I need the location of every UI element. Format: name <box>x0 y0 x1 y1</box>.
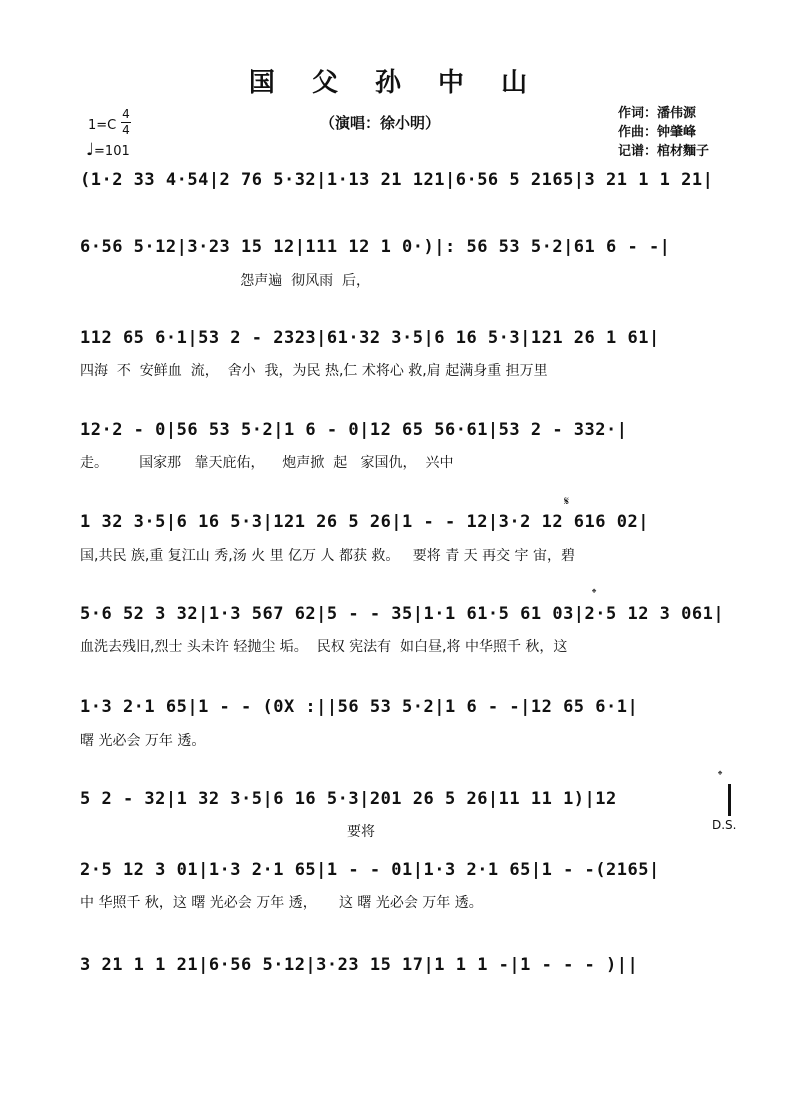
time-top: 4 <box>122 107 130 121</box>
score-line-7: 1·3 2·1 65|1 - - (0X :||56 53 5·2|1 6 - -|12 65 6·1| <box>80 697 639 717</box>
tempo-value: =101 <box>94 144 130 159</box>
quarter-note-icon: ♩ <box>86 140 95 160</box>
segno-mark: 𝄋 <box>564 494 570 508</box>
score-line-2: 6·56 5·12|3·23 15 12|111 12 1 0·)|: 56 53 5·2|61 6 - -| <box>80 237 671 257</box>
score-line-4: 12·2 - 0|56 53 5·2|1 6 - 0|12 65 56·61|53 2 - 332·| <box>80 420 628 440</box>
ds-mark: D.S. <box>712 818 737 832</box>
score-line-8: 5 2 - 32|1 32 3·5|6 16 5·3|201 26 5 26|11 11 1)|12 <box>80 789 617 809</box>
transcriber: 记谱：棺材麵子 <box>618 144 710 159</box>
lyric-line-3: 四海 不 安鲜血 流， 舍小 我，为民 热,仁 术将心 救,肩 起满身重 担万里 <box>80 363 548 379</box>
lyric-line-9: 中 华照千 秋，这 曙 光必会 万年 透， 这 曙 光必会 万年 透。 <box>80 895 483 911</box>
credits <box>618 104 709 161</box>
lyric-line-2: 怨声遍 彻风雨 后， <box>80 273 371 289</box>
tempo <box>86 140 130 160</box>
coda-mark-2: 𝄌 <box>718 768 723 782</box>
score-line-10: 3 21 1 1 21|6·56 5·12|3·23 15 17|1 1 1 -|1 - - - )|| <box>80 955 639 975</box>
score-line-5: 1 32 3·5|6 16 5·3|121 26 5 26|1 - - 12|3·2 12 616 02| <box>80 512 649 532</box>
lyric-line-6: 血洗去残旧,烈士 头未许 轻抛尘 垢。 民权 宪法有 如白昼,将 中华照千 秋，这 <box>80 639 568 655</box>
composer: 作曲：钟肇峰 <box>618 125 697 140</box>
lyric-line-4: 走。 国家那 靠天庇佑， 炮声掀 起 家国仇， 兴中 <box>80 455 454 471</box>
coda-mark: 𝄌 <box>592 586 597 600</box>
page-title: 国 父 孙 中 山 <box>248 68 542 98</box>
time-bottom: 4 <box>122 123 130 137</box>
time-signature <box>121 108 131 137</box>
key-signature: 1=C <box>88 118 117 133</box>
lyric-line-8: 要将 <box>80 824 376 840</box>
singer-label: （演唱：徐小明） <box>320 114 441 132</box>
lyricist: 作词：潘伟源 <box>618 106 697 121</box>
score-line-9: 2·5 12 3 01|1·3 2·1 65|1 - - 01|1·3 2·1 65|1 - -(2165| <box>80 860 660 880</box>
final-barline <box>728 784 731 816</box>
score-line-6: 5·6 52 3 32|1·3 567 62|5 - - 35|1·1 61·5 61 03|2·5 12 3 061| <box>80 604 725 624</box>
lyric-line-5: 国,共民 族,重 复江山 秀,汤 火 里 亿万 人 都获 救。 要将 青 天 再交 宇 宙，碧 <box>80 548 576 564</box>
score-line-1: (1·2 33 4·54|2 76 5·32|1·13 21 121|6·56 5 2165|3 21 1 1 21| <box>80 170 714 190</box>
lyric-line-7: 曙 光必会 万年 透。 <box>80 733 206 749</box>
score-line-3: 112 65 6·1|53 2 - 2323|61·32 3·5|6 16 5·3|121 26 1 61| <box>80 328 660 348</box>
